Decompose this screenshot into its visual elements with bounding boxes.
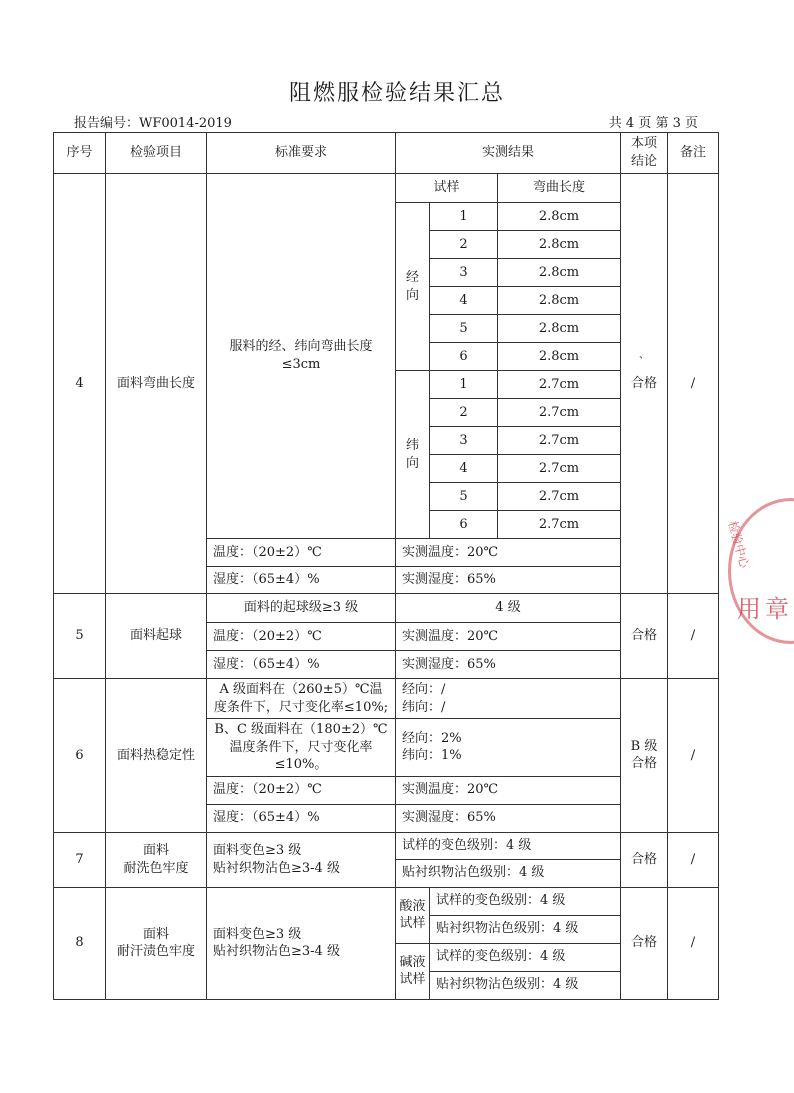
temperature-result: 实测温度：20℃	[396, 623, 621, 651]
alkali-color-change-result: 试样的变色级别：4 级	[430, 943, 621, 971]
warp-label: 经 向	[396, 203, 430, 371]
sample-number: 6	[430, 511, 498, 539]
row-standard: 面料变色≥3 级 贴衬织物沾色≥3-4 级	[207, 887, 396, 999]
row-no: 4	[54, 174, 106, 594]
grade-bc-standard: B、C 级面料在（180±2）℃温度条件下，尺寸变化率≤10%。	[207, 719, 396, 777]
row-no: 8	[54, 887, 106, 999]
table-row	[54, 594, 719, 623]
sample-number: 2	[430, 231, 498, 259]
temperature-standard: 温度：（20±2）℃	[207, 776, 396, 804]
bend-value: 2.7cm	[498, 371, 621, 399]
temperature-result: 实测温度：20℃	[396, 776, 621, 804]
sample-number: 3	[430, 259, 498, 287]
temperature-standard: 温度：（20±2）℃	[207, 623, 396, 651]
row-remark: /	[668, 594, 719, 679]
table-row	[54, 174, 719, 203]
header-row	[54, 133, 719, 174]
row-item: 面料起球	[106, 594, 207, 679]
report-number: 报告编号：WF0014-2019	[74, 116, 232, 131]
sample-number: 4	[430, 455, 498, 483]
row-remark: /	[668, 832, 719, 887]
weft-label: 纬 向	[396, 371, 430, 539]
humidity-standard: 湿度：（65±4）%	[207, 567, 396, 594]
document-title: 阻燃服检验结果汇总	[288, 81, 505, 106]
row-conclusion: 合格	[621, 174, 668, 594]
temperature-standard: 温度：（20±2）℃	[207, 539, 396, 567]
row-conclusion: 合格	[621, 887, 668, 999]
sample-number: 4	[430, 287, 498, 315]
row-no: 7	[54, 832, 106, 887]
alkali-sample-label: 碱液 试样	[396, 943, 430, 999]
results-table	[53, 132, 719, 1000]
humidity-result: 实测湿度：65%	[396, 804, 621, 832]
header-result: 实测结果	[396, 133, 621, 174]
header-item: 检验项目	[106, 133, 207, 174]
row-remark: /	[668, 679, 719, 833]
row-item: 面料热稳定性	[106, 679, 207, 833]
alkali-staining-result: 贴衬织物沾色级别：4 级	[430, 971, 621, 999]
grade-a-result: 经向：/ 纬向：/	[396, 679, 621, 719]
humidity-result: 实测湿度：65%	[396, 567, 621, 594]
grade-a-standard: A 级面料在（260±5）℃温度条件下，尺寸变化率≤10%;	[207, 679, 396, 719]
humidity-standard: 湿度：（65±4）%	[207, 804, 396, 832]
sample-number: 3	[430, 427, 498, 455]
page-info: 共 4 页 第 3 页	[608, 116, 698, 131]
bend-length-header: 弯曲长度	[498, 174, 621, 203]
table-row	[54, 887, 719, 915]
row-remark: /	[668, 887, 719, 999]
temperature-result: 实测温度：20℃	[396, 539, 621, 567]
acid-color-change-result: 试样的变色级别：4 级	[430, 887, 621, 915]
table-row	[54, 832, 719, 859]
row-no: 6	[54, 679, 106, 833]
bend-value: 2.8cm	[498, 315, 621, 343]
header-conclusion: 本项 结论	[621, 133, 668, 174]
bend-value: 2.8cm	[498, 343, 621, 371]
bend-value: 2.7cm	[498, 399, 621, 427]
row-result: 4 级	[396, 594, 621, 623]
row-remark: /	[668, 174, 719, 594]
sample-number: 5	[430, 483, 498, 511]
bend-value: 2.8cm	[498, 259, 621, 287]
ink-mark: 、	[639, 350, 649, 361]
row-item: 面料 耐洗色牢度	[106, 832, 207, 887]
bend-value: 2.7cm	[498, 483, 621, 511]
sample-number: 1	[430, 203, 498, 231]
sample-header: 试样	[396, 174, 498, 203]
table-row	[54, 679, 719, 719]
row-standard: 面料的起球级≥3 级	[207, 594, 396, 623]
bend-value: 2.7cm	[498, 511, 621, 539]
official-seal	[725, 498, 794, 644]
bend-value: 2.7cm	[498, 455, 621, 483]
header-standard: 标准要求	[207, 133, 396, 174]
header-remark: 备注	[668, 133, 719, 174]
seal-text-bottom: 用章	[737, 595, 793, 623]
header-no: 序号	[54, 133, 106, 174]
bend-value: 2.8cm	[498, 203, 621, 231]
bend-value: 2.8cm	[498, 287, 621, 315]
acid-staining-result: 贴衬织物沾色级别：4 级	[430, 915, 621, 943]
sample-number: 6	[430, 343, 498, 371]
row-no: 5	[54, 594, 106, 679]
row-conclusion: 合格	[621, 832, 668, 887]
sample-number: 2	[430, 399, 498, 427]
row-item: 面料 耐汗渍色牢度	[106, 887, 207, 999]
bend-value: 2.8cm	[498, 231, 621, 259]
bend-value: 2.7cm	[498, 427, 621, 455]
row-standard: 服料的经、纬向弯曲长度 ≤3cm	[207, 174, 396, 539]
row-standard: 面料变色≥3 级 贴衬织物沾色≥3-4 级	[207, 832, 396, 887]
color-change-result: 试样的变色级别：4 级	[396, 832, 621, 859]
staining-result: 贴衬织物沾色级别：4 级	[396, 859, 621, 887]
row-item: 面料弯曲长度	[106, 174, 207, 594]
acid-sample-label: 酸液 试样	[396, 887, 430, 943]
row-conclusion: B 级 合格	[621, 679, 668, 833]
seal-text-top: 检验中心	[725, 519, 752, 570]
row-conclusion: 合格	[621, 594, 668, 679]
humidity-standard: 湿度：（65±4）%	[207, 651, 396, 679]
grade-bc-result: 经向：2% 纬向：1%	[396, 719, 621, 777]
humidity-result: 实测湿度：65%	[396, 651, 621, 679]
sample-number: 1	[430, 371, 498, 399]
sample-number: 5	[430, 315, 498, 343]
